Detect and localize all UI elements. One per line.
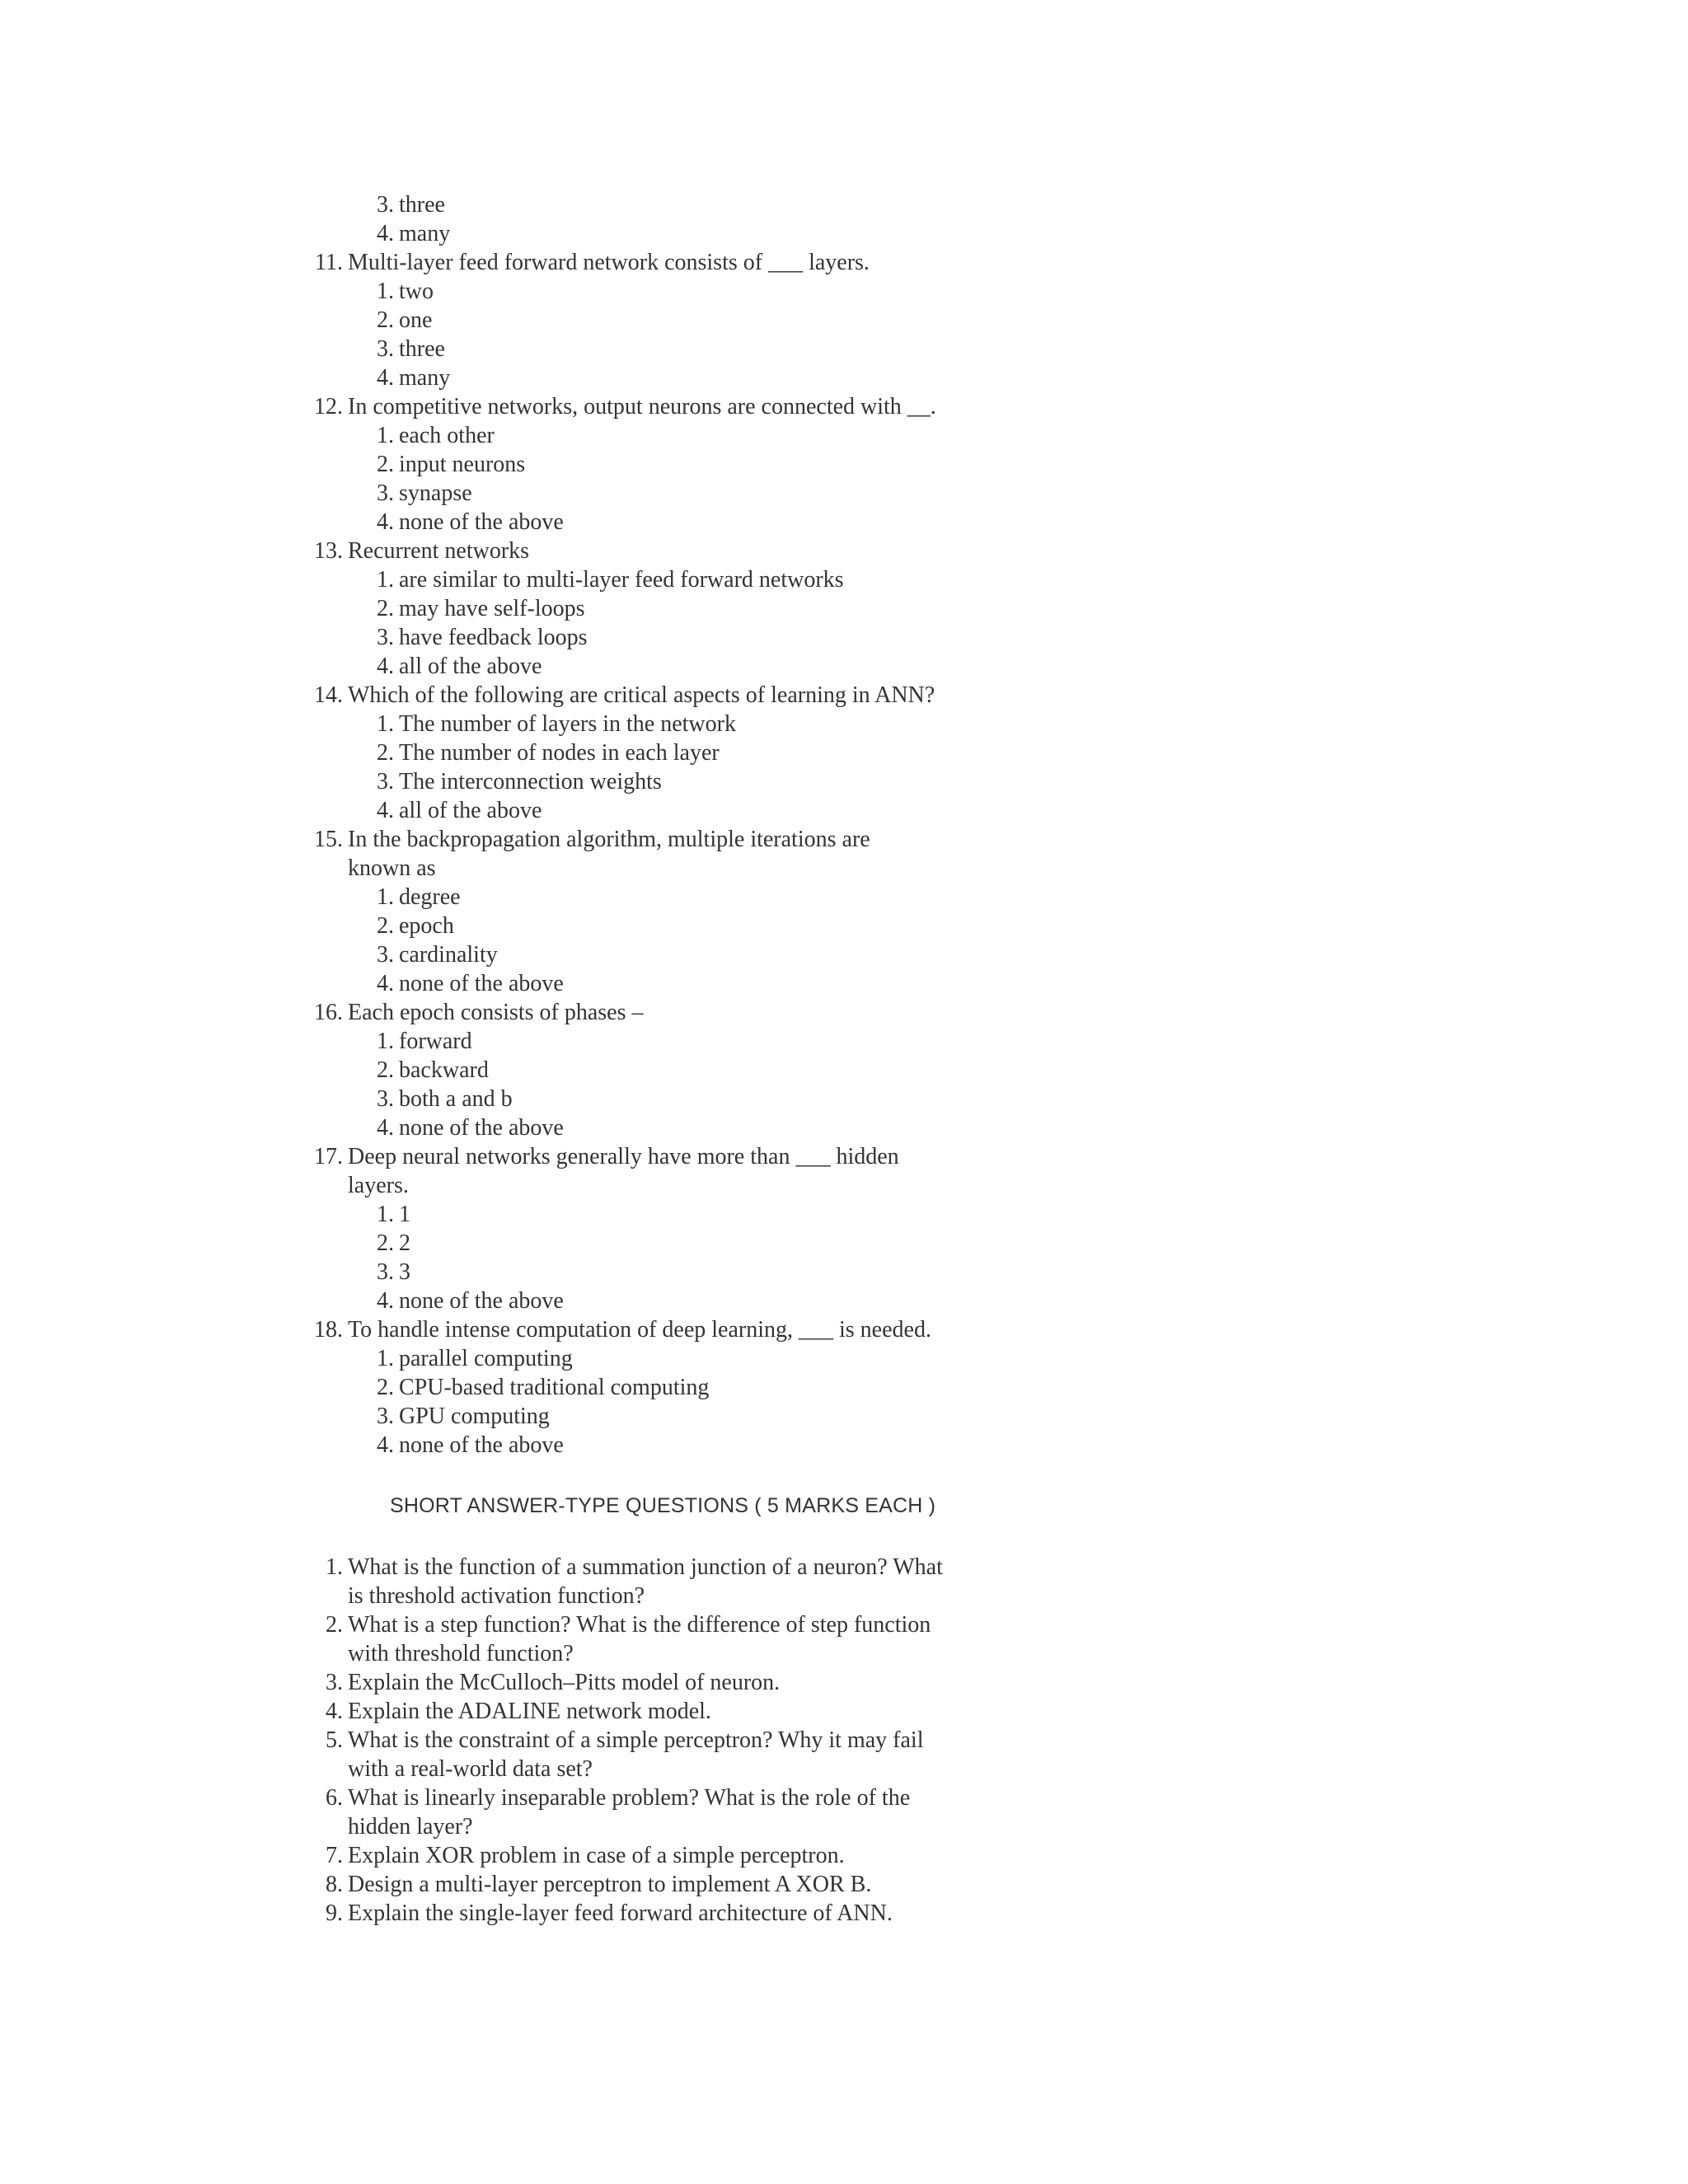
option-item	[0, 883, 1688, 912]
option-item-text: all of the above	[399, 654, 542, 679]
option-item-text: degree	[399, 884, 461, 910]
option-item-text: epoch	[399, 913, 454, 939]
option-item-number: 4.	[377, 221, 394, 246]
option-item-text: backward	[399, 1057, 489, 1083]
option-item-number: 4.	[377, 971, 394, 996]
option-item-text: 2	[399, 1230, 410, 1256]
option-item	[0, 969, 1688, 998]
question-item-text: In competitive networks, output neurons are connected with __.	[348, 394, 936, 419]
option-item	[0, 363, 1688, 392]
question-item-text: Each epoch consists of phases –	[348, 1000, 644, 1025]
short-answer-heading: SHORT ANSWER-TYPE QUESTIONS ( 5 MARKS EACH )	[390, 1494, 936, 1517]
question-item-number: 15.	[314, 827, 343, 852]
option-item	[0, 306, 1688, 335]
option-item	[0, 767, 1688, 796]
option-item-text: many	[399, 365, 451, 391]
option-item-number: 4.	[377, 509, 394, 535]
question-item-text: In the backpropagation algorithm, multiple iterations are	[348, 827, 870, 852]
option-item-text: all of the above	[399, 798, 542, 823]
option-item-number: 1.	[377, 423, 394, 448]
option-item-text: forward	[399, 1029, 472, 1054]
short-answer-continuation-text: is threshold activation function?	[348, 1583, 645, 1609]
option-item-number: 3.	[377, 480, 394, 506]
question-continuation-text: layers.	[348, 1173, 409, 1198]
option-item-number: 3.	[377, 625, 394, 650]
question-continuation-text: known as	[348, 855, 436, 881]
option-item-text: many	[399, 221, 451, 246]
question-item	[0, 392, 1688, 421]
question-item	[0, 1142, 1688, 1171]
short-answer-item-text: Design a multi-layer perceptron to implement A XOR B.	[348, 1872, 872, 1897]
short-answer-item	[0, 1726, 1688, 1755]
short-answer-continuation	[0, 1755, 1688, 1783]
option-item-number: 2.	[377, 596, 394, 621]
option-item-text: 1	[399, 1202, 410, 1227]
option-item	[0, 940, 1688, 969]
short-answer-continuation	[0, 1582, 1688, 1610]
short-answer-continuation-text: with threshold function?	[348, 1641, 574, 1666]
short-answer-item	[0, 1697, 1688, 1726]
option-item-number: 1.	[377, 711, 394, 737]
option-item-text: none of the above	[399, 509, 564, 535]
short-answer-item-number: 6.	[326, 1785, 343, 1811]
option-item-text: may have self-loops	[399, 596, 585, 621]
question-item-number: 16.	[314, 1000, 343, 1025]
option-item-text: The interconnection weights	[399, 769, 662, 794]
short-answer-item-text: What is a step function? What is the difference of step function	[348, 1612, 931, 1638]
short-answer-continuation	[0, 1639, 1688, 1668]
short-answer-item-text: Explain the single-layer feed forward architecture of ANN.	[348, 1900, 893, 1926]
option-item	[0, 1229, 1688, 1258]
option-item-text: The number of layers in the network	[399, 711, 736, 737]
option-item-text: input neurons	[399, 452, 526, 477]
option-item-number: 3.	[377, 336, 394, 362]
option-item	[0, 1200, 1688, 1229]
option-item-number: 2.	[377, 913, 394, 939]
short-answer-item-text: Explain the ADALINE network model.	[348, 1699, 711, 1724]
option-item-text: none of the above	[399, 1115, 564, 1141]
option-item	[0, 277, 1688, 306]
option-item-text: are similar to multi-layer feed forward networks	[399, 567, 844, 593]
option-item	[0, 738, 1688, 767]
option-item-number: 4.	[377, 365, 394, 391]
question-item	[0, 998, 1688, 1027]
option-item-text: cardinality	[399, 942, 498, 968]
option-item-text: none of the above	[399, 1288, 564, 1314]
option-item-number: 2.	[377, 740, 394, 766]
option-item-number: 2.	[377, 1057, 394, 1083]
option-item-number: 1.	[377, 567, 394, 593]
short-answer-item-number: 4.	[326, 1699, 343, 1724]
option-item-number: 2.	[377, 307, 394, 333]
option-item-text: 3	[399, 1259, 410, 1285]
option-item	[0, 1258, 1688, 1286]
option-item	[0, 479, 1688, 508]
option-item	[0, 796, 1688, 825]
short-answer-item	[0, 1870, 1688, 1899]
question-item-number: 17.	[314, 1144, 343, 1169]
option-item	[0, 1431, 1688, 1460]
option-item	[0, 1027, 1688, 1056]
option-item-text: synapse	[399, 480, 472, 506]
option-item-number: 4.	[377, 1288, 394, 1314]
option-item	[0, 450, 1688, 479]
short-answer-item	[0, 1841, 1688, 1870]
short-answer-item	[0, 1553, 1688, 1582]
question-item-text: Which of the following are critical aspects of learning in ANN?	[348, 682, 935, 708]
short-answer-item-text: Explain XOR problem in case of a simple perceptron.	[348, 1843, 845, 1868]
option-item-number: 3.	[377, 1259, 394, 1285]
short-answer-list	[0, 1553, 1688, 1928]
short-answer-item-number: 1.	[326, 1554, 343, 1580]
question-item	[0, 248, 1688, 277]
document-body	[0, 190, 1688, 1928]
question-continuation	[0, 854, 1688, 883]
question-item-number: 11.	[315, 250, 343, 275]
short-answer-item-number: 2.	[326, 1612, 343, 1638]
question-item-number: 13.	[314, 538, 343, 564]
option-item-text: The number of nodes in each layer	[399, 740, 720, 766]
option-item-number: 2.	[377, 1230, 394, 1256]
option-item-text: have feedback loops	[399, 625, 588, 650]
option-item-number: 3.	[377, 942, 394, 968]
option-item-number: 2.	[377, 1375, 394, 1400]
short-answer-item-text: Explain the McCulloch–Pitts model of neuron.	[348, 1670, 781, 1695]
option-item-text: parallel computing	[399, 1346, 573, 1371]
option-item-number: 2.	[377, 452, 394, 477]
question-item	[0, 825, 1688, 854]
option-item	[0, 190, 1688, 219]
short-answer-item-number: 8.	[326, 1872, 343, 1897]
question-continuation	[0, 1171, 1688, 1200]
short-answer-item-text: What is linearly inseparable problem? What is the role of the	[348, 1785, 911, 1811]
option-item	[0, 219, 1688, 248]
question-item-text: To handle intense computation of deep learning, ___ is needed.	[348, 1317, 931, 1343]
option-item	[0, 912, 1688, 940]
option-item-number: 1.	[377, 1029, 394, 1054]
option-item	[0, 421, 1688, 450]
option-item-number: 3.	[377, 1404, 394, 1429]
option-item-number: 4.	[377, 1115, 394, 1141]
option-item-text: none of the above	[399, 971, 564, 996]
question-item-number: 14.	[314, 682, 343, 708]
question-item	[0, 1315, 1688, 1344]
short-answer-item-text: What is the constraint of a simple perceptron? Why it may fail	[348, 1727, 924, 1753]
option-item-number: 3.	[377, 769, 394, 794]
option-item-number: 1.	[377, 1202, 394, 1227]
option-item	[0, 594, 1688, 623]
short-answer-item-number: 9.	[326, 1900, 343, 1926]
mcq-list	[0, 190, 1688, 1460]
option-item-number: 3.	[377, 192, 394, 218]
short-answer-continuation-text: with a real-world data set?	[348, 1756, 593, 1782]
option-item-number: 3.	[377, 1086, 394, 1112]
option-item-text: three	[399, 192, 445, 218]
question-item-text: Deep neural networks generally have more than ___ hidden	[348, 1144, 899, 1169]
option-item-text: CPU-based traditional computing	[399, 1375, 710, 1400]
option-item-text: three	[399, 336, 445, 362]
question-item	[0, 681, 1688, 710]
short-answer-item	[0, 1610, 1688, 1639]
option-item	[0, 623, 1688, 652]
option-item	[0, 652, 1688, 681]
option-item	[0, 565, 1688, 594]
section-heading	[0, 1489, 1688, 1518]
short-answer-item-number: 3.	[326, 1670, 343, 1695]
option-item-text: GPU computing	[399, 1404, 550, 1429]
short-answer-item-number: 5.	[326, 1727, 343, 1753]
option-item	[0, 1373, 1688, 1402]
option-item	[0, 508, 1688, 537]
option-item-text: none of the above	[399, 1432, 564, 1458]
short-answer-item	[0, 1783, 1688, 1812]
option-item-text: each other	[399, 423, 495, 448]
option-item	[0, 335, 1688, 363]
option-item	[0, 1286, 1688, 1315]
option-item-number: 4.	[377, 654, 394, 679]
short-answer-continuation	[0, 1812, 1688, 1841]
option-item	[0, 710, 1688, 738]
option-item-text: both a and b	[399, 1086, 513, 1112]
option-item	[0, 1402, 1688, 1431]
option-item-number: 1.	[377, 884, 394, 910]
question-item-text: Recurrent networks	[348, 538, 530, 564]
option-item	[0, 1344, 1688, 1373]
option-item-number: 4.	[377, 1432, 394, 1458]
short-answer-continuation-text: hidden layer?	[348, 1814, 473, 1840]
option-item-number: 4.	[377, 798, 394, 823]
question-item-text: Multi-layer feed forward network consists of ___ layers.	[348, 250, 870, 275]
option-item-text: one	[399, 307, 433, 333]
short-answer-item	[0, 1899, 1688, 1928]
question-item-number: 18.	[314, 1317, 343, 1343]
option-item-number: 1.	[377, 279, 394, 304]
short-answer-item	[0, 1668, 1688, 1697]
short-answer-item-text: What is the function of a summation junction of a neuron? What	[348, 1554, 943, 1580]
option-item-number: 1.	[377, 1346, 394, 1371]
option-item	[0, 1085, 1688, 1113]
option-item	[0, 1113, 1688, 1142]
short-answer-item-number: 7.	[326, 1843, 343, 1868]
question-item-number: 12.	[314, 394, 343, 419]
option-item	[0, 1056, 1688, 1085]
question-item	[0, 537, 1688, 565]
option-item-text: two	[399, 279, 434, 304]
